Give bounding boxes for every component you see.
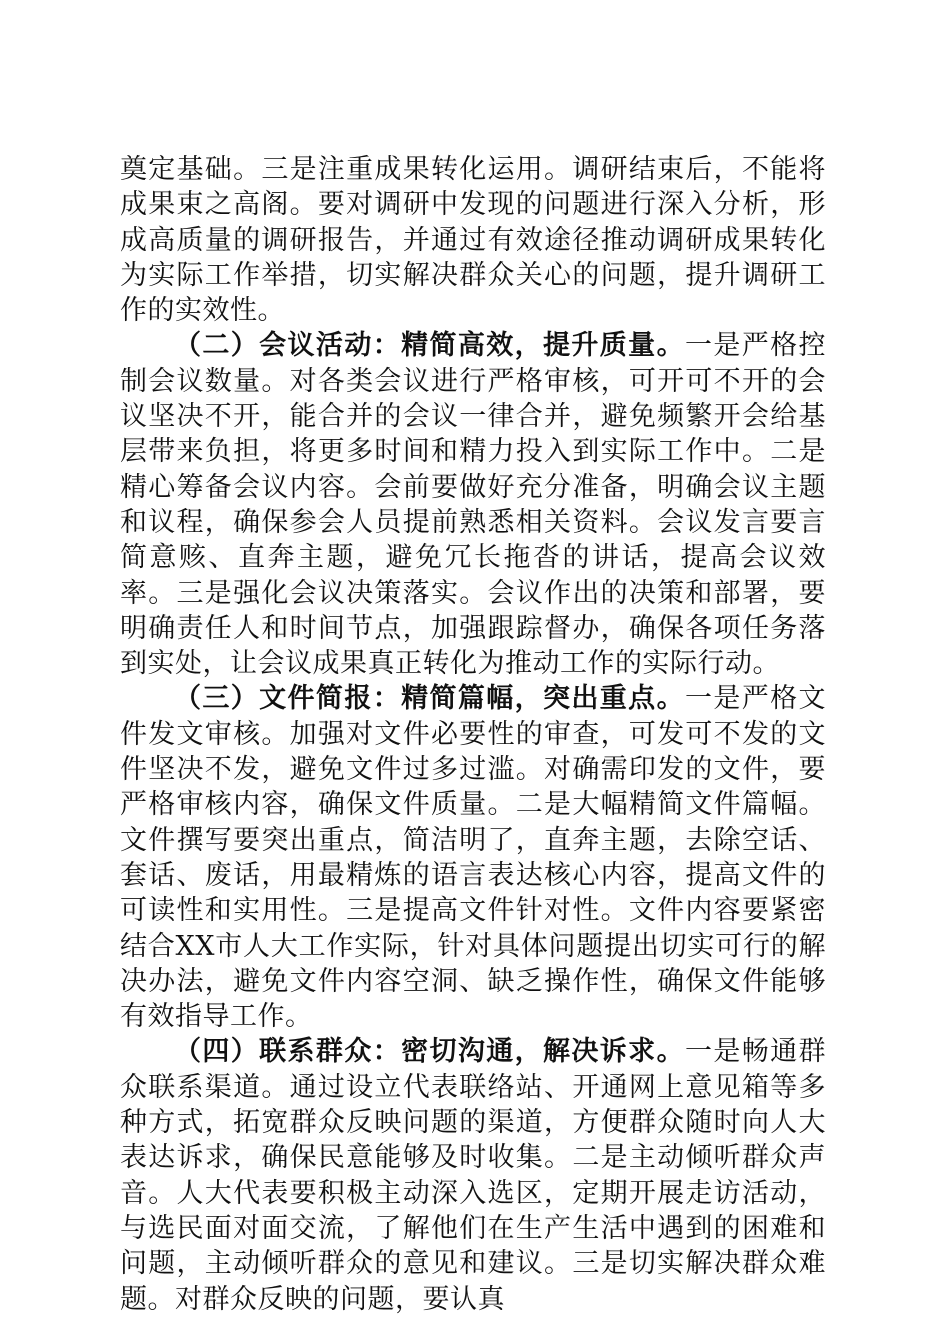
paragraph-body: 一是严格控制会议数量。对各类会议进行严格审核，可开可不开的会议坚决不开，能合并的会议一律合并，避免频繁开会给基层带来负担，将更多时间和精力投入到实际工作中。二是精心筹备会议内容。会前要做好充分准备，明确会议主题和议程，确保参会人员提前熟悉相关资料。会议发言要言简意赅、直奔主题，避免冗长拖沓的讲话，提高会议效率。三是强化会议决策落实。会议作出的决策和部署，要明确责任人和时间节点，加强跟踪督办，确保各项任务落到实处，让会议成果真正转化为推动工作的实际行动。 [120,330,827,680]
paragraph-meetings [120,328,826,681]
paragraph-body: 一是严格文件发文审核。加强对文件必要性的审查，可发可不发的文件坚决不发，避免文件过多过滥。对确需印发的文件，要严格审核内容，确保文件质量。二是大幅精简文件篇幅。文件撰写要突出重点，简洁明了，直奔主题，去除空话、套话、废话，用最精炼的语言表达核心内容，提高文件的可读性和实用性。三是提高文件针对性。文件内容要紧密结合XX市人大工作实际，针对具体问题提出切实可行的解决办法，避免文件内容空洞、缺乏操作性，确保文件能够有效指导工作。 [120,683,827,1033]
paragraph-body: 一是畅通群众联系渠道。通过设立代表联络站、开通网上意见箱等多种方式，拓宽群众反映问题的渠道，方便群众随时向人大表达诉求，确保民意能够及时收集。二是主动倾听群众声音。人大代表要积极主动深入选区，定期开展走访活动，与选民面对面交流，了解他们在生产生活中遇到的困难和问题，主动倾听群众的意见和建议。三是切实解决群众难题。对群众反映的问题，要认真 [120,1036,827,1315]
section-heading-documents: （三）文件简报：精简篇幅，突出重点。 [174,683,685,715]
paragraph-body: 奠定基础。三是注重成果转化运用。调研结束后，不能将成果束之高阁。要对调研中发现的问题进行深入分析，形成高质量的调研报告，并通过有效途径推动调研成果转化为实际工作举措，切实解决群众关心的问题，提升调研工作的实效性。 [120,154,826,327]
paragraph-public-contact [120,1034,826,1316]
document-page [120,152,826,1317]
section-heading-public-contact: （四）联系群众：密切沟通，解决诉求。 [174,1036,685,1068]
paragraph-documents [120,681,826,1034]
paragraph-research-continuation [120,152,826,328]
section-heading-meetings: （二）会议活动：精简高效，提升质量。 [174,330,685,362]
